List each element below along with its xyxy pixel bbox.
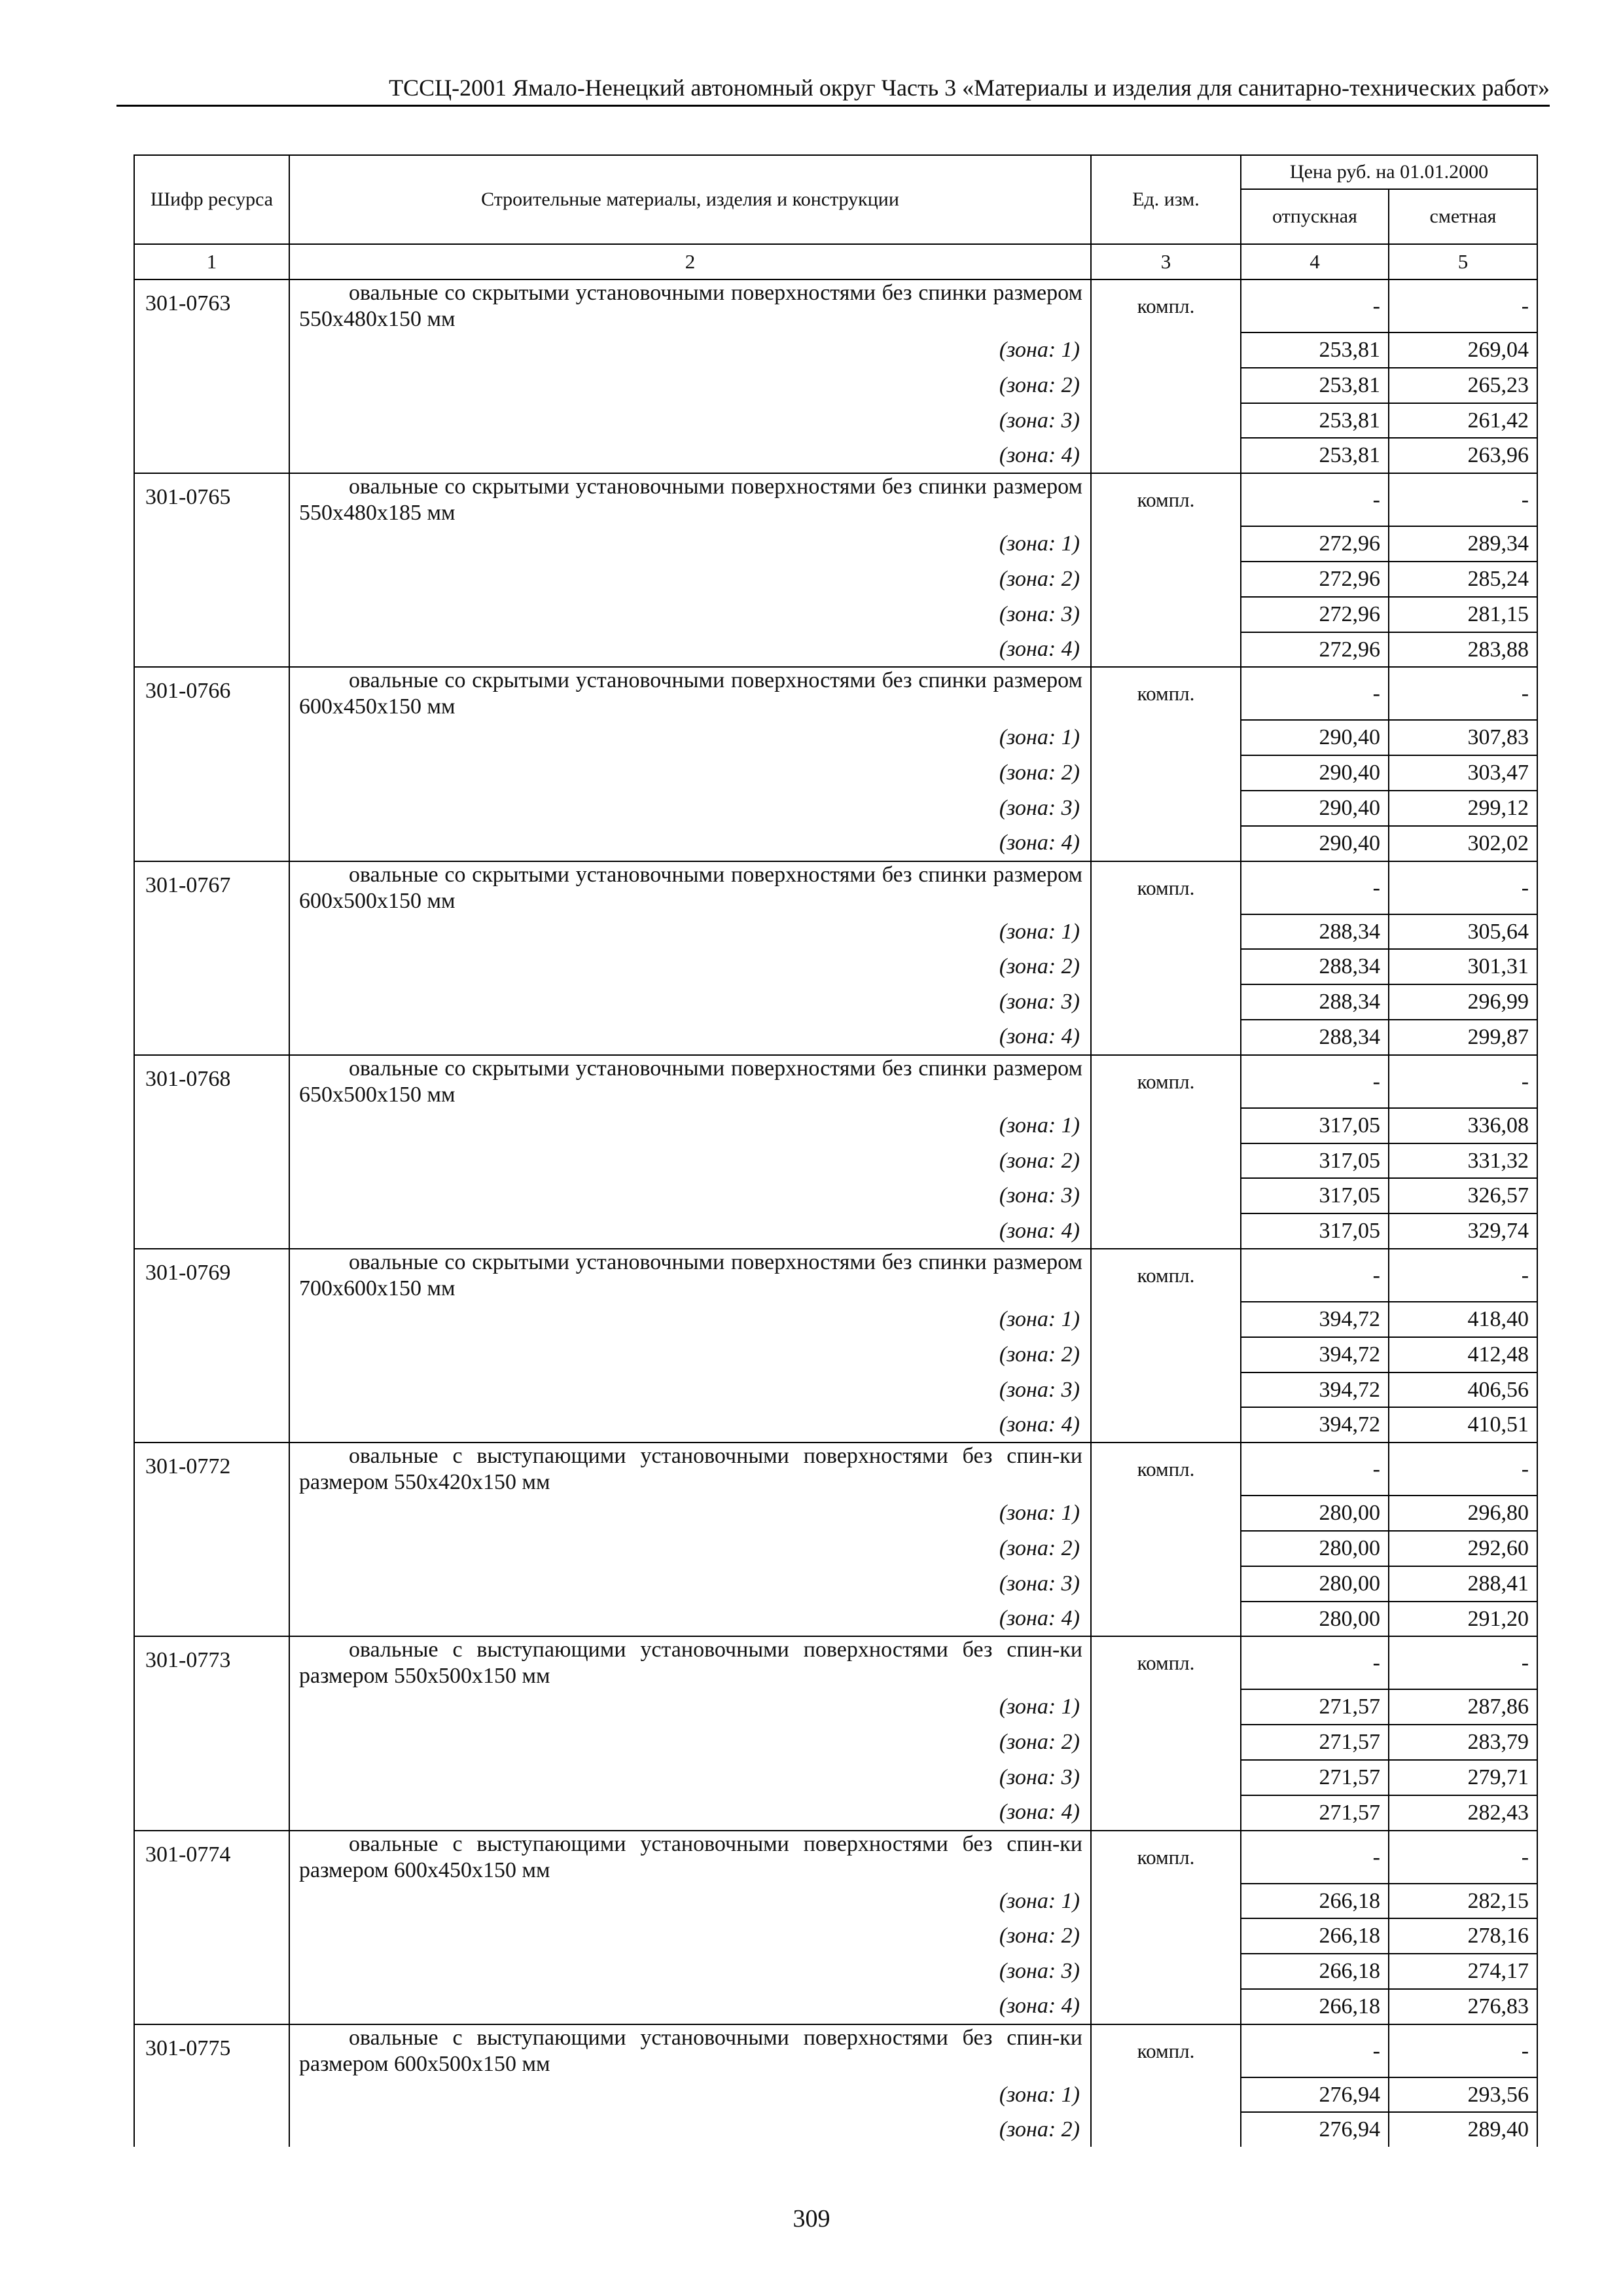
zone-row	[134, 1407, 1537, 1443]
zone-row	[134, 526, 1537, 562]
resource-code: 301-0768	[134, 1055, 289, 1249]
item-unit: компл.	[1091, 2024, 1241, 2077]
zone-row	[134, 332, 1537, 368]
zone-estimate-price: 278,16	[1389, 1918, 1537, 1954]
resource-code: 301-0772	[134, 1443, 289, 1636]
zone-estimate-price: 283,79	[1389, 1725, 1537, 1760]
zone-unit-empty	[1091, 597, 1241, 632]
item-unit: компл.	[1091, 861, 1241, 914]
item-release-price: -	[1241, 1831, 1389, 1884]
zone-row	[134, 1602, 1537, 1637]
zone-label: (зона: 1)	[289, 526, 1091, 562]
zone-unit-empty	[1091, 2077, 1241, 2113]
zone-estimate-price: 406,56	[1389, 1372, 1537, 1408]
zone-release-price: 288,34	[1241, 984, 1389, 1020]
zone-label: (зона: 4)	[289, 1989, 1091, 2024]
zone-release-price: 272,96	[1241, 562, 1389, 597]
item-estimate-price: -	[1389, 473, 1537, 526]
zone-estimate-price: 292,60	[1389, 1531, 1537, 1566]
item-release-price: -	[1241, 279, 1389, 332]
zone-row	[134, 1566, 1537, 1602]
zone-unit-empty	[1091, 1989, 1241, 2024]
zone-unit-empty	[1091, 438, 1241, 473]
zone-estimate-price: 269,04	[1389, 332, 1537, 368]
zone-release-price: 394,72	[1241, 1407, 1389, 1443]
zone-release-price: 272,96	[1241, 526, 1389, 562]
zone-estimate-price: 336,08	[1389, 1108, 1537, 1143]
zone-unit-empty	[1091, 2112, 1241, 2147]
zone-release-price: 271,57	[1241, 1689, 1389, 1725]
zone-estimate-price: 299,87	[1389, 1020, 1537, 1055]
price-table	[134, 154, 1538, 2147]
zone-release-price: 253,81	[1241, 332, 1389, 368]
zone-estimate-price: 274,17	[1389, 1954, 1537, 1989]
zone-unit-empty	[1091, 562, 1241, 597]
zone-unit-empty	[1091, 1918, 1241, 1954]
zone-unit-empty	[1091, 1795, 1241, 1831]
header-price-estimate: сметная	[1389, 189, 1537, 244]
zone-unit-empty	[1091, 1689, 1241, 1725]
zone-release-price: 317,05	[1241, 1178, 1389, 1213]
zone-label: (зона: 4)	[289, 1213, 1091, 1249]
item-unit: компл.	[1091, 1443, 1241, 1496]
zone-label: (зона: 1)	[289, 2077, 1091, 2113]
zone-row	[134, 1302, 1537, 1337]
resource-code: 301-0766	[134, 667, 289, 861]
zone-unit-empty	[1091, 826, 1241, 861]
zone-label: (зона: 4)	[289, 1795, 1091, 1831]
zone-row	[134, 720, 1537, 755]
zone-label: (зона: 3)	[289, 984, 1091, 1020]
zone-estimate-price: 261,42	[1389, 403, 1537, 439]
zone-estimate-price: 285,24	[1389, 562, 1537, 597]
item-estimate-price: -	[1389, 667, 1537, 720]
zone-row	[134, 1884, 1537, 1919]
zone-release-price: 266,18	[1241, 1884, 1389, 1919]
zone-label: (зона: 1)	[289, 1108, 1091, 1143]
zone-release-price: 266,18	[1241, 1954, 1389, 1989]
zone-unit-empty	[1091, 1213, 1241, 1249]
zone-release-price: 394,72	[1241, 1372, 1389, 1408]
zone-unit-empty	[1091, 984, 1241, 1020]
item-release-price: -	[1241, 2024, 1389, 2077]
zone-estimate-price: 418,40	[1389, 1302, 1537, 1337]
zone-row	[134, 791, 1537, 826]
item-unit: компл.	[1091, 473, 1241, 526]
zone-row	[134, 1213, 1537, 1249]
header-rule	[116, 105, 1550, 107]
zone-release-price: 271,57	[1241, 1760, 1389, 1795]
zone-label: (зона: 1)	[289, 1496, 1091, 1531]
item-unit: компл.	[1091, 1055, 1241, 1108]
column-number: 5	[1389, 244, 1537, 279]
zone-estimate-price: 279,71	[1389, 1760, 1537, 1795]
zone-unit-empty	[1091, 332, 1241, 368]
page-number: 309	[793, 2205, 830, 2233]
zone-estimate-price: 287,86	[1389, 1689, 1537, 1725]
item-description: овальные со скрытыми установочными поверхностями без спинки размером 650х500х150 мм	[289, 1055, 1091, 1108]
table-body	[134, 279, 1537, 2147]
column-number: 1	[134, 244, 289, 279]
zone-release-price: 288,34	[1241, 1020, 1389, 1055]
item-release-price: -	[1241, 1636, 1389, 1689]
item-estimate-price: -	[1389, 2024, 1537, 2077]
table-row	[134, 1831, 1537, 1884]
header-price-release: отпускная	[1241, 189, 1389, 244]
zone-release-price: 280,00	[1241, 1496, 1389, 1531]
zone-row	[134, 632, 1537, 668]
zone-label: (зона: 3)	[289, 597, 1091, 632]
zone-unit-empty	[1091, 1178, 1241, 1213]
zone-estimate-price: 303,47	[1389, 755, 1537, 791]
zone-release-price: 271,57	[1241, 1725, 1389, 1760]
zone-label: (зона: 2)	[289, 368, 1091, 403]
zone-row	[134, 1689, 1537, 1725]
zone-unit-empty	[1091, 949, 1241, 984]
table-header	[134, 155, 1537, 279]
table-row	[134, 473, 1537, 526]
zone-estimate-price: 293,56	[1389, 2077, 1537, 2113]
table-row	[134, 1055, 1537, 1108]
item-description: овальные со скрытыми установочными поверхностями без спинки размером 600х500х150 мм	[289, 861, 1091, 914]
zone-estimate-price: 282,43	[1389, 1795, 1537, 1831]
zone-release-price: 290,40	[1241, 826, 1389, 861]
zone-estimate-price: 302,02	[1389, 826, 1537, 861]
zone-estimate-price: 288,41	[1389, 1566, 1537, 1602]
column-number: 4	[1241, 244, 1389, 279]
table-row	[134, 279, 1537, 332]
zone-unit-empty	[1091, 1954, 1241, 1989]
zone-estimate-price: 329,74	[1389, 1213, 1537, 1249]
zone-estimate-price: 299,12	[1389, 791, 1537, 826]
zone-label: (зона: 3)	[289, 403, 1091, 439]
table-row	[134, 861, 1537, 914]
column-number: 2	[289, 244, 1091, 279]
zone-label: (зона: 2)	[289, 1337, 1091, 1372]
zone-estimate-price: 281,15	[1389, 597, 1537, 632]
item-description: овальные с выступающими установочными поверхностями без спин-ки размером 550х500х150 мм	[289, 1636, 1091, 1689]
zone-release-price: 288,34	[1241, 914, 1389, 950]
zone-label: (зона: 3)	[289, 1178, 1091, 1213]
zone-release-price: 253,81	[1241, 403, 1389, 439]
zone-estimate-price: 331,32	[1389, 1143, 1537, 1179]
zone-row	[134, 1496, 1537, 1531]
item-description: овальные с выступающими установочными поверхностями без спин-ки размером 550х420х150 мм	[289, 1443, 1091, 1496]
item-unit: компл.	[1091, 279, 1241, 332]
zone-unit-empty	[1091, 1602, 1241, 1637]
zone-release-price: 276,94	[1241, 2077, 1389, 2113]
header-code: Шифр ресурса	[134, 155, 289, 244]
zone-row	[134, 1372, 1537, 1408]
zone-row	[134, 2112, 1537, 2147]
zone-label: (зона: 1)	[289, 1302, 1091, 1337]
zone-label: (зона: 3)	[289, 1954, 1091, 1989]
table-row	[134, 1443, 1537, 1496]
item-description: овальные со скрытыми установочными поверхностями без спинки размером 550х480х150 мм	[289, 279, 1091, 332]
zone-row	[134, 1725, 1537, 1760]
zone-release-price: 253,81	[1241, 438, 1389, 473]
zone-row	[134, 984, 1537, 1020]
zone-unit-empty	[1091, 1725, 1241, 1760]
zone-label: (зона: 4)	[289, 632, 1091, 668]
zone-label: (зона: 2)	[289, 1143, 1091, 1179]
header-price-group: Цена руб. на 01.01.2000	[1241, 155, 1537, 189]
zone-label: (зона: 1)	[289, 1884, 1091, 1919]
zone-unit-empty	[1091, 1372, 1241, 1408]
header-name: Строительные материалы, изделия и конструкции	[289, 155, 1091, 244]
item-unit: компл.	[1091, 667, 1241, 720]
item-estimate-price: -	[1389, 1055, 1537, 1108]
zone-label: (зона: 4)	[289, 826, 1091, 861]
zone-release-price: 266,18	[1241, 1989, 1389, 2024]
zone-unit-empty	[1091, 368, 1241, 403]
zone-label: (зона: 1)	[289, 332, 1091, 368]
zone-release-price: 288,34	[1241, 949, 1389, 984]
zone-label: (зона: 4)	[289, 1407, 1091, 1443]
zone-unit-empty	[1091, 1020, 1241, 1055]
zone-unit-empty	[1091, 632, 1241, 668]
item-release-price: -	[1241, 1249, 1389, 1302]
item-release-price: -	[1241, 667, 1389, 720]
zone-estimate-price: 282,15	[1389, 1884, 1537, 1919]
resource-code: 301-0765	[134, 473, 289, 667]
zone-row	[134, 562, 1537, 597]
zone-row	[134, 403, 1537, 439]
zone-label: (зона: 2)	[289, 562, 1091, 597]
column-number: 3	[1091, 244, 1241, 279]
zone-release-price: 272,96	[1241, 632, 1389, 668]
zone-unit-empty	[1091, 1302, 1241, 1337]
item-description: овальные с выступающими установочными поверхностями без спин-ки размером 600х450х150 мм	[289, 1831, 1091, 1884]
resource-code: 301-0763	[134, 279, 289, 473]
zone-row	[134, 1760, 1537, 1795]
zone-estimate-price: 326,57	[1389, 1178, 1537, 1213]
zone-unit-empty	[1091, 1108, 1241, 1143]
zone-estimate-price: 283,88	[1389, 632, 1537, 668]
item-release-price: -	[1241, 1443, 1389, 1496]
zone-release-price: 280,00	[1241, 1566, 1389, 1602]
zone-label: (зона: 2)	[289, 1531, 1091, 1566]
zone-release-price: 290,40	[1241, 720, 1389, 755]
zone-release-price: 276,94	[1241, 2112, 1389, 2147]
item-description: овальные со скрытыми установочными поверхностями без спинки размером 550х480х185 мм	[289, 473, 1091, 526]
zone-estimate-price: 265,23	[1389, 368, 1537, 403]
zone-label: (зона: 3)	[289, 1760, 1091, 1795]
resource-code: 301-0773	[134, 1636, 289, 1830]
zone-unit-empty	[1091, 403, 1241, 439]
table-row	[134, 667, 1537, 720]
resource-code: 301-0769	[134, 1249, 289, 1443]
header-unit: Ед. изм.	[1091, 155, 1241, 244]
zone-row	[134, 438, 1537, 473]
zone-label: (зона: 3)	[289, 1566, 1091, 1602]
zone-label: (зона: 3)	[289, 791, 1091, 826]
zone-row	[134, 1020, 1537, 1055]
zone-row	[134, 949, 1537, 984]
zone-unit-empty	[1091, 1760, 1241, 1795]
zone-unit-empty	[1091, 526, 1241, 562]
zone-unit-empty	[1091, 791, 1241, 826]
zone-release-price: 394,72	[1241, 1302, 1389, 1337]
zone-estimate-price: 305,64	[1389, 914, 1537, 950]
zone-estimate-price: 412,48	[1389, 1337, 1537, 1372]
zone-unit-empty	[1091, 1531, 1241, 1566]
item-unit: компл.	[1091, 1249, 1241, 1302]
item-release-price: -	[1241, 473, 1389, 526]
zone-row	[134, 1108, 1537, 1143]
zone-estimate-price: 296,80	[1389, 1496, 1537, 1531]
item-estimate-price: -	[1389, 279, 1537, 332]
zone-row	[134, 2077, 1537, 2113]
table-row	[134, 2024, 1537, 2077]
item-estimate-price: -	[1389, 861, 1537, 914]
zone-row	[134, 597, 1537, 632]
item-unit: компл.	[1091, 1831, 1241, 1884]
zone-release-price: 290,40	[1241, 791, 1389, 826]
zone-estimate-price: 307,83	[1389, 720, 1537, 755]
item-description: овальные со скрытыми установочными поверхностями без спинки размером 600х450х150 мм	[289, 667, 1091, 720]
zone-release-price: 280,00	[1241, 1602, 1389, 1637]
zone-estimate-price: 291,20	[1389, 1602, 1537, 1637]
zone-unit-empty	[1091, 1337, 1241, 1372]
running-header: ТССЦ-2001 Ямало-Ненецкий автономный округ Часть 3 «Материалы и изделия для санитарно-технических работ»	[389, 75, 1550, 101]
zone-row	[134, 1954, 1537, 1989]
zone-label: (зона: 2)	[289, 2112, 1091, 2147]
zone-row	[134, 755, 1537, 791]
zone-estimate-price: 410,51	[1389, 1407, 1537, 1443]
zone-row	[134, 826, 1537, 861]
item-estimate-price: -	[1389, 1443, 1537, 1496]
zone-row	[134, 368, 1537, 403]
zone-unit-empty	[1091, 1884, 1241, 1919]
zone-label: (зона: 2)	[289, 755, 1091, 791]
zone-unit-empty	[1091, 1496, 1241, 1531]
zone-estimate-price: 276,83	[1389, 1989, 1537, 2024]
zone-row	[134, 1989, 1537, 2024]
zone-unit-empty	[1091, 720, 1241, 755]
zone-label: (зона: 2)	[289, 1918, 1091, 1954]
zone-row	[134, 1143, 1537, 1179]
zone-row	[134, 914, 1537, 950]
zone-row	[134, 1178, 1537, 1213]
zone-label: (зона: 1)	[289, 1689, 1091, 1725]
zone-label: (зона: 4)	[289, 1020, 1091, 1055]
zone-label: (зона: 1)	[289, 914, 1091, 950]
item-estimate-price: -	[1389, 1831, 1537, 1884]
item-description: овальные со скрытыми установочными поверхностями без спинки размером 700х600х150 мм	[289, 1249, 1091, 1302]
item-description: овальные с выступающими установочными поверхностями без спин-ки размером 600х500х150 мм	[289, 2024, 1091, 2077]
zone-unit-empty	[1091, 914, 1241, 950]
zone-estimate-price: 289,34	[1389, 526, 1537, 562]
resource-code: 301-0775	[134, 2024, 289, 2147]
item-release-price: -	[1241, 861, 1389, 914]
item-estimate-price: -	[1389, 1636, 1537, 1689]
zone-release-price: 266,18	[1241, 1918, 1389, 1954]
zone-estimate-price: 301,31	[1389, 949, 1537, 984]
item-release-price: -	[1241, 1055, 1389, 1108]
zone-unit-empty	[1091, 1143, 1241, 1179]
zone-unit-empty	[1091, 1566, 1241, 1602]
zone-row	[134, 1337, 1537, 1372]
resource-code: 301-0767	[134, 861, 289, 1055]
resource-code: 301-0774	[134, 1831, 289, 2024]
zone-unit-empty	[1091, 1407, 1241, 1443]
zone-estimate-price: 263,96	[1389, 438, 1537, 473]
zone-release-price: 317,05	[1241, 1108, 1389, 1143]
zone-label: (зона: 3)	[289, 1372, 1091, 1408]
zone-estimate-price: 289,40	[1389, 2112, 1537, 2147]
zone-release-price: 271,57	[1241, 1795, 1389, 1831]
table-row	[134, 1249, 1537, 1302]
zone-estimate-price: 296,99	[1389, 984, 1537, 1020]
zone-label: (зона: 1)	[289, 720, 1091, 755]
zone-row	[134, 1795, 1537, 1831]
zone-label: (зона: 4)	[289, 1602, 1091, 1637]
zone-unit-empty	[1091, 755, 1241, 791]
item-estimate-price: -	[1389, 1249, 1537, 1302]
item-unit: компл.	[1091, 1636, 1241, 1689]
zone-release-price: 280,00	[1241, 1531, 1389, 1566]
zone-label: (зона: 2)	[289, 1725, 1091, 1760]
zone-label: (зона: 2)	[289, 949, 1091, 984]
zone-release-price: 290,40	[1241, 755, 1389, 791]
zone-release-price: 394,72	[1241, 1337, 1389, 1372]
table-row	[134, 1636, 1537, 1689]
zone-release-price: 317,05	[1241, 1213, 1389, 1249]
zone-row	[134, 1918, 1537, 1954]
zone-row	[134, 1531, 1537, 1566]
zone-release-price: 317,05	[1241, 1143, 1389, 1179]
zone-label: (зона: 4)	[289, 438, 1091, 473]
zone-release-price: 272,96	[1241, 597, 1389, 632]
zone-release-price: 253,81	[1241, 368, 1389, 403]
